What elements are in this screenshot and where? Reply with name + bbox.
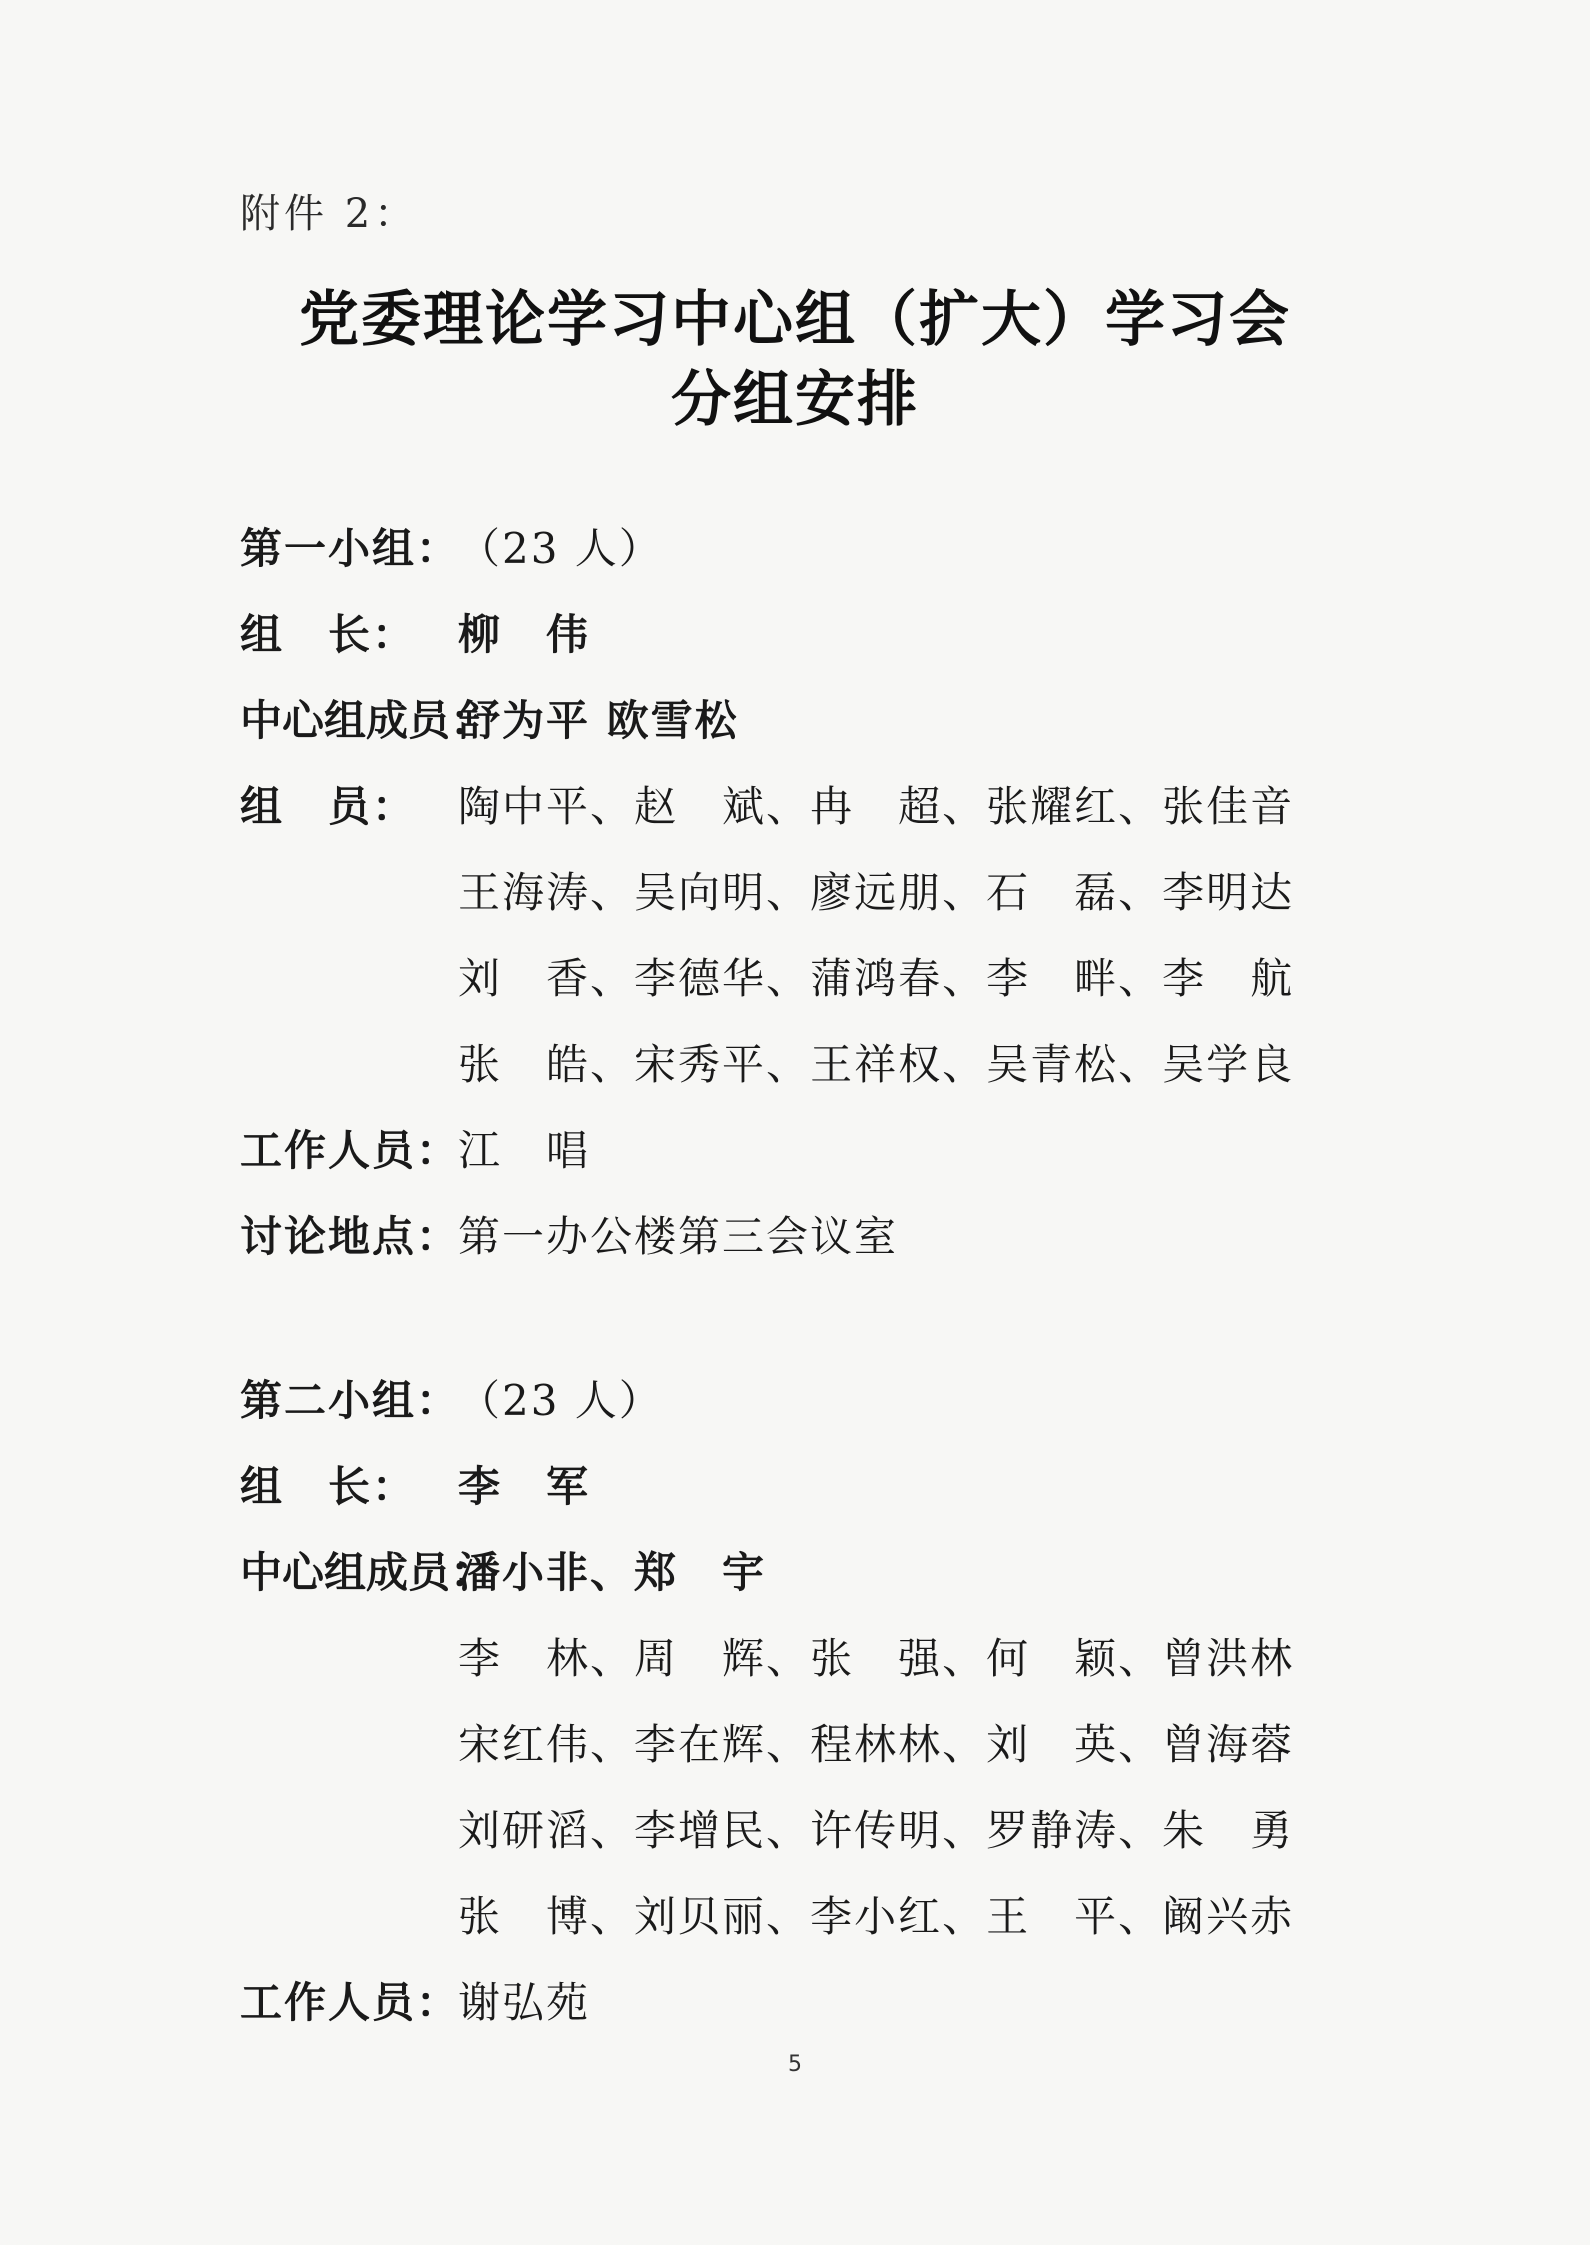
attachment-label: 附件 2： (240, 191, 419, 237)
member-list-row: 陶中平、赵 斌、冉 超、张耀红、张佳音 (458, 782, 1295, 831)
member-name: 石 磊 (986, 868, 1119, 917)
member-name: 罗静涛 (986, 1806, 1119, 1855)
member-name: 吴青松 (986, 1040, 1119, 1089)
member-name: 李增民 (634, 1806, 767, 1855)
center-members-row (240, 678, 1350, 764)
member-name: 李 航 (1162, 954, 1295, 1003)
members-row (240, 850, 1350, 936)
members-row (240, 1788, 1350, 1874)
location-value: 第一办公楼第三会议室 (458, 1212, 899, 1261)
member-name: 赵 斌 (634, 782, 767, 831)
members-row (240, 1874, 1350, 1960)
members-row (240, 1616, 1350, 1702)
staff-name: 谢弘苑 (458, 1978, 591, 2027)
members-row (240, 764, 1350, 850)
center-members: 潘小非、郑 宇 (458, 1548, 767, 1597)
member-name: 阚兴赤 (1162, 1892, 1295, 1941)
center-members-label: 中心组成员： (240, 696, 493, 745)
members-label: 组 员： (240, 782, 417, 831)
member-name: 蒲鸿春 (810, 954, 943, 1003)
group-heading: 第一小组： (240, 524, 461, 573)
leader-row (240, 592, 1350, 678)
group-heading-row (240, 1358, 1350, 1444)
member-name: 李小红 (810, 1892, 943, 1941)
member-name: 程林林 (810, 1720, 943, 1769)
members-row (240, 1022, 1350, 1108)
group-count: （23 人） (458, 1376, 663, 1425)
center-members: 舒为平 欧雪松 (458, 696, 739, 745)
staff-name: 江 唱 (458, 1126, 591, 1175)
member-list-row: 王海涛、吴向明、廖远朋、石 磊、李明达 (458, 868, 1295, 917)
member-list-row: 刘研滔、李增民、许传明、罗静涛、朱 勇 (458, 1806, 1295, 1855)
member-name: 张 强 (810, 1634, 943, 1683)
group-heading-row (240, 506, 1350, 592)
group-2 (240, 1358, 1350, 2046)
member-name: 吴学良 (1162, 1040, 1295, 1089)
members-row (240, 1702, 1350, 1788)
member-name: 李在辉 (634, 1720, 767, 1769)
document-title-line2: 分组安排 (671, 365, 919, 435)
member-list-row: 张 博、刘贝丽、李小红、王 平、阚兴赤 (458, 1892, 1295, 1941)
member-name: 周 辉 (634, 1634, 767, 1683)
member-list-row: 宋红伟、李在辉、程林林、刘 英、曾海蓉 (458, 1720, 1295, 1769)
member-name: 刘 香 (458, 954, 591, 1003)
staff-row (240, 1108, 1350, 1194)
member-name: 宋红伟 (458, 1720, 591, 1769)
group-count: （23 人） (458, 524, 663, 573)
members-row (240, 936, 1350, 1022)
member-name: 李 林 (458, 1634, 591, 1683)
center-members-row (240, 1530, 1350, 1616)
member-name: 李 畔 (986, 954, 1119, 1003)
member-name: 廖远朋 (810, 868, 943, 917)
group-heading: 第二小组： (240, 1376, 461, 1425)
member-list-row: 李 林、周 辉、张 强、何 颖、曾洪林 (458, 1634, 1295, 1683)
staff-label: 工作人员： (240, 1978, 461, 2027)
location-row (240, 1194, 1350, 1280)
member-name: 陶中平 (458, 782, 591, 831)
page-number: 5 (788, 2052, 802, 2077)
member-name: 朱 勇 (1162, 1806, 1295, 1855)
member-name: 刘研滔 (458, 1806, 591, 1855)
member-name: 李明达 (1162, 868, 1295, 917)
staff-row (240, 1960, 1350, 2046)
member-name: 张 皓 (458, 1040, 591, 1089)
staff-label: 工作人员： (240, 1126, 461, 1175)
member-name: 刘 英 (986, 1720, 1119, 1769)
center-members-label: 中心组成员： (240, 1548, 493, 1597)
group-1 (240, 506, 1350, 1280)
member-name: 刘贝丽 (634, 1892, 767, 1941)
member-name: 冉 超 (810, 782, 943, 831)
member-name: 许传明 (810, 1806, 943, 1855)
document-title-line1: 党委理论学习中心组（扩大）学习会 (299, 285, 1291, 355)
member-name: 王海涛 (458, 868, 591, 917)
leader-name: 李 军 (458, 1462, 591, 1511)
member-name: 曾洪林 (1162, 1634, 1295, 1683)
member-name: 王 平 (986, 1892, 1119, 1941)
leader-row (240, 1444, 1350, 1530)
member-name: 吴向明 (634, 868, 767, 917)
member-name: 李德华 (634, 954, 767, 1003)
location-label: 讨论地点： (240, 1212, 461, 1261)
member-name: 何 颖 (986, 1634, 1119, 1683)
leader-label: 组 长： (240, 610, 417, 659)
member-name: 曾海蓉 (1162, 1720, 1295, 1769)
member-name: 张佳音 (1162, 782, 1295, 831)
member-name: 王祥权 (810, 1040, 943, 1089)
member-list-row: 张 皓、宋秀平、王祥权、吴青松、吴学良 (458, 1040, 1295, 1089)
member-name: 张 博 (458, 1892, 591, 1941)
leader-label: 组 长： (240, 1462, 417, 1511)
member-name: 张耀红 (986, 782, 1119, 831)
leader-name: 柳 伟 (458, 610, 591, 659)
member-list-row: 刘 香、李德华、蒲鸿春、李 畔、李 航 (458, 954, 1295, 1003)
member-name: 宋秀平 (634, 1040, 767, 1089)
